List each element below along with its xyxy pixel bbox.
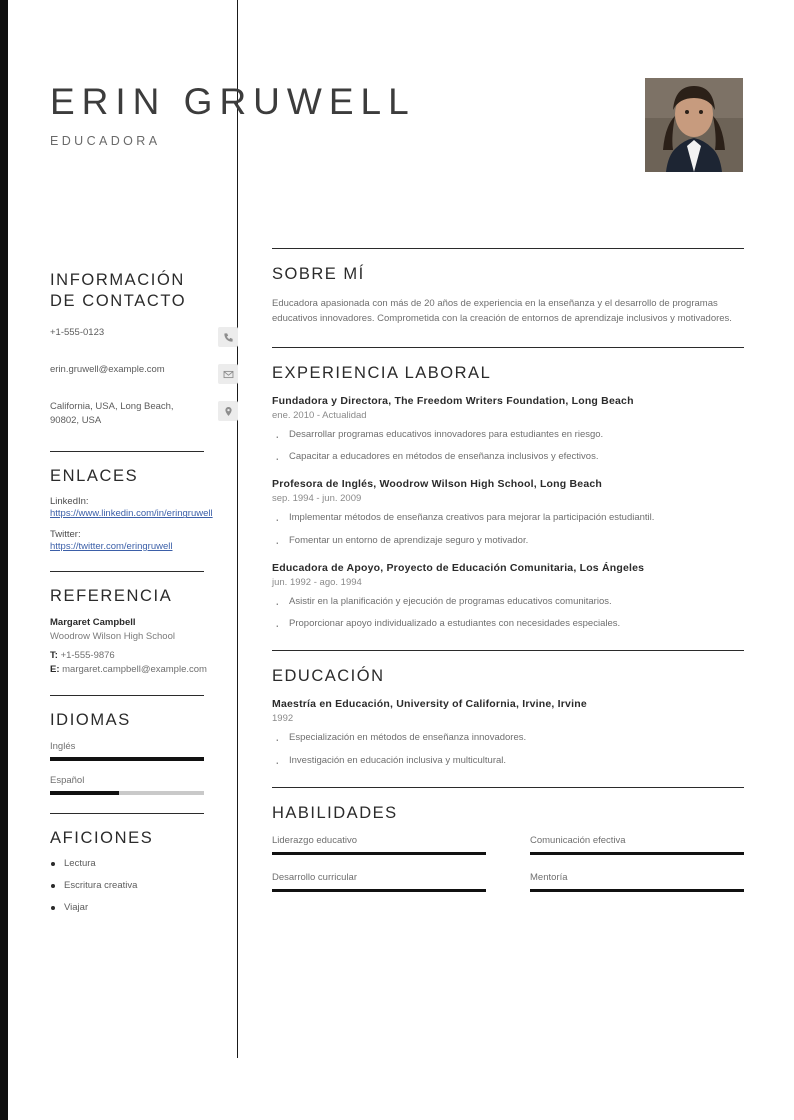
experience-bullet: · Capacitar a educadores en métodos de enseñanza inclusivos y efectivos. (272, 450, 744, 465)
skill-name-0: Liderazgo educativo (272, 834, 358, 846)
reference-email-label: E: (50, 664, 60, 676)
candidate-name: ERIN GRUWELL (50, 81, 416, 122)
skill-bar-fill-0 (272, 852, 486, 855)
divider-about (272, 248, 744, 249)
contact-address-text: California, USA, Long Beach, 90802, USA (50, 401, 174, 427)
language-name-0: Inglés (50, 740, 76, 752)
experience-job-date: sep. 1994 - jun. 2009 (272, 493, 362, 505)
languages-section (50, 710, 238, 795)
experience-bullet: · Fomentar un entorno de aprendizaje seguro y motivador. (272, 534, 744, 549)
experience-job-title: Profesora de Inglés, Woodrow Wilson High School, Long Beach (272, 478, 603, 491)
education-item (272, 698, 744, 768)
reference-phone-value: +1-555-9876 (60, 650, 115, 662)
link-label-twitter: Twitter: (50, 528, 81, 540)
skill-item (272, 872, 486, 892)
skills-grid (272, 835, 744, 909)
contact-phone-row[interactable] (50, 321, 238, 357)
divider-experience (272, 347, 744, 348)
about-text: Educadora apasionada con más de 20 años de experiencia en la enseñanza y el desarrollo de programas educativos innovadores. Comprometida con la creación de entornos de aprendizaje inclusivos y motivadores. (272, 298, 732, 325)
reference-email-value: margaret.campbell@example.com (62, 664, 207, 676)
experience-bullet: · Desarrollar programas educativos innovadores para estudiantes en riesgo. (272, 428, 744, 443)
language-name-1: Español (50, 774, 85, 786)
experience-bullet: · Asistir en la planificación y ejecución de programas educativos comunitarios. (272, 595, 744, 610)
link-label-linkedin: LinkedIn: (50, 496, 89, 508)
language-bar-0 (50, 757, 204, 761)
reference-section (50, 586, 238, 677)
contact-phone-text: +1-555-0123 (50, 327, 105, 339)
divider-links (50, 451, 204, 452)
skill-bar-0 (272, 852, 486, 855)
hobbies-title: AFICIONES (50, 828, 154, 847)
main-content (272, 248, 744, 909)
skill-bar-1 (530, 852, 744, 855)
divider-skills (272, 787, 744, 788)
experience-job-title: Educadora de Apoyo, Proyecto de Educación Comunitaria, Los Ángeles (272, 561, 645, 574)
links-section (50, 466, 238, 553)
candidate-role: EDUCADORA (50, 133, 161, 148)
language-bar-1 (50, 791, 204, 795)
link-url-twitter[interactable]: https://twitter.com/eringruwell (50, 540, 173, 552)
location-icon (218, 401, 238, 421)
contact-title-line1: INFORMACIÓN (50, 271, 185, 289)
hobby-item-0: Lectura (50, 858, 238, 869)
skill-bar-fill-3 (530, 889, 744, 892)
contact-address-row[interactable] (50, 395, 238, 433)
education-title: EDUCACIÓN (272, 667, 385, 686)
experience-bullet: · Implementar métodos de enseñanza creativos para mejorar la participación estudiantil. (272, 511, 744, 526)
phone-icon (218, 327, 238, 347)
contact-email-text: erin.gruwell@example.com (50, 364, 165, 376)
experience-job-date: ene. 2010 - Actualidad (272, 409, 367, 421)
about-title: SOBRE MÍ (272, 265, 365, 283)
skills-title: HABILIDADES (272, 803, 398, 822)
skill-name-2: Desarrollo curricular (272, 871, 357, 883)
languages-title: IDIOMAS (50, 710, 131, 729)
language-bar-fill-1 (50, 791, 119, 795)
link-url-linkedin[interactable]: https://www.linkedin.com/in/eringruwell (50, 508, 213, 520)
divider-languages (50, 695, 204, 696)
links-title: ENLACES (50, 466, 139, 485)
skill-bar-fill-2 (272, 889, 486, 892)
skill-item (530, 872, 744, 892)
education-item-date: 1992 (272, 713, 294, 725)
education-bullet: · Investigación en educación inclusiva y multicultural. (272, 754, 744, 769)
left-accent-bar (0, 0, 8, 1120)
avatar (645, 78, 743, 172)
divider-education (272, 650, 744, 651)
reference-title: REFERENCIA (50, 587, 173, 605)
reference-name: Margaret Campbell (50, 616, 136, 628)
reference-email (50, 663, 238, 677)
experience-title: EXPERIENCIA LABORAL (272, 363, 492, 382)
divider-hobbies (50, 813, 204, 814)
language-bar-fill-0 (50, 757, 204, 761)
experience-job-title: Fundadora y Directora, The Freedom Writers Foundation, Long Beach (272, 394, 634, 407)
header (50, 82, 630, 148)
skill-bar-3 (530, 889, 744, 892)
skill-item (272, 835, 486, 855)
experience-item (272, 395, 744, 465)
skill-name-3: Mentoría (530, 871, 568, 883)
contact-email-row[interactable] (50, 358, 238, 394)
reference-organization: Woodrow Wilson High School (50, 630, 175, 642)
sidebar (50, 270, 238, 924)
skill-item (530, 835, 744, 855)
experience-item (272, 562, 744, 632)
contact-title (50, 270, 238, 311)
hobbies-section (50, 828, 238, 914)
contact-title-line2: DE CONTACTO (50, 291, 187, 310)
divider-reference (50, 571, 204, 572)
hobby-item-1: Escritura creativa (50, 880, 238, 891)
skill-bar-2 (272, 889, 486, 892)
skill-name-1: Comunicación efectiva (530, 834, 626, 846)
education-item-title: Maestría en Educación, University of California, Irvine, Irvine (272, 698, 587, 711)
skill-bar-fill-1 (530, 852, 744, 855)
experience-item (272, 478, 744, 548)
experience-job-date: jun. 1992 - ago. 1994 (272, 576, 362, 588)
experience-bullet: · Proporcionar apoyo individualizado a estudiantes con necesidades especiales. (272, 617, 744, 632)
contact-section (50, 270, 238, 433)
reference-phone (50, 649, 238, 663)
reference-phone-label: T: (50, 650, 58, 662)
hobby-item-2: Viajar (50, 902, 238, 913)
education-bullet: · Especialización en métodos de enseñanza innovadores. (272, 731, 744, 746)
portrait-photo-icon (645, 78, 743, 172)
email-icon (218, 364, 238, 384)
